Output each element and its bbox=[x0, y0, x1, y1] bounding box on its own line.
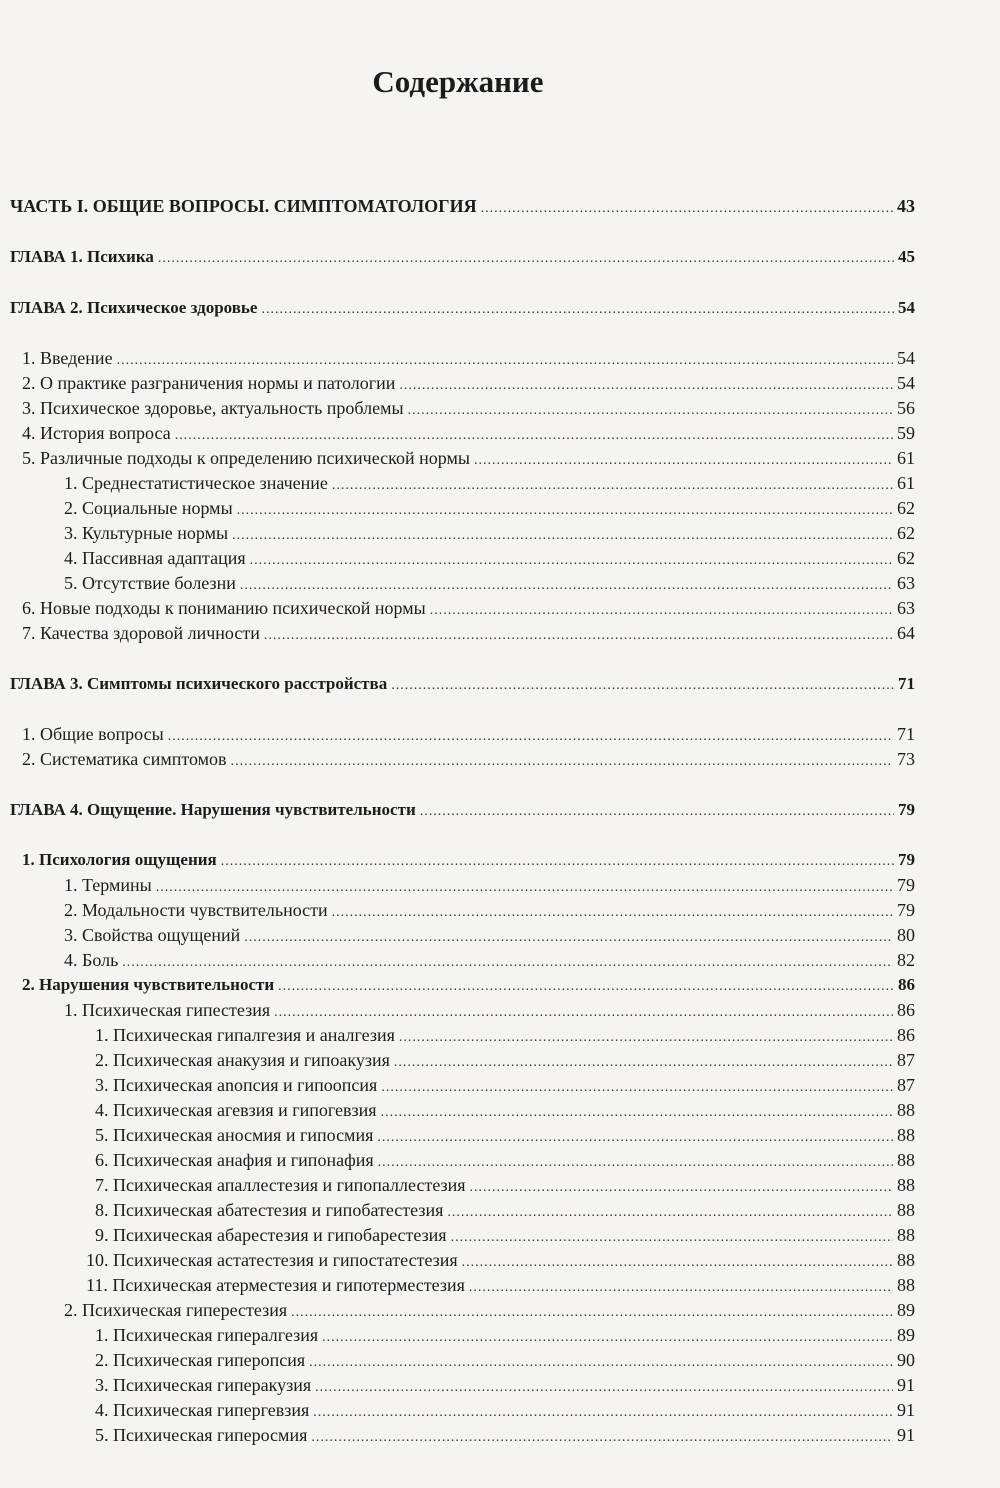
dot-leader bbox=[394, 1055, 893, 1071]
toc-entry-label: 10. Психическая астатестезия и гипостатестезия bbox=[86, 1250, 458, 1270]
toc-entry-label: 4. История вопроса bbox=[22, 423, 171, 443]
toc-entry-page: 63 bbox=[897, 573, 915, 593]
toc-entry-page: 87 bbox=[897, 1075, 915, 1095]
toc-entry-label: 11. Психическая атерместезия и гипотерместезия bbox=[86, 1275, 465, 1295]
toc-entry-page: 43 bbox=[897, 196, 915, 216]
toc-entry-label: ГЛАВА 1. Психика bbox=[10, 247, 154, 266]
toc-entry-page: 88 bbox=[897, 1275, 915, 1295]
toc-entry-page: 91 bbox=[897, 1400, 915, 1420]
dot-leader bbox=[315, 1380, 893, 1396]
dot-leader bbox=[481, 201, 893, 217]
toc-entry-page: 90 bbox=[897, 1350, 915, 1370]
dot-leader bbox=[117, 353, 893, 369]
toc-entry-page: 87 bbox=[897, 1050, 915, 1070]
dot-leader bbox=[264, 628, 893, 644]
toc-entry bbox=[10, 1425, 915, 1450]
dot-leader bbox=[309, 1355, 893, 1371]
toc-entry-label: 2. Социальные нормы bbox=[64, 498, 233, 518]
toc-entry bbox=[10, 674, 915, 699]
toc-entry-label: 1. Общие вопросы bbox=[22, 724, 164, 744]
dot-leader bbox=[408, 403, 893, 419]
page-title: Содержание bbox=[372, 64, 544, 99]
toc-entry-label: ЧАСТЬ I. ОБЩИЕ ВОПРОСЫ. СИМПТОМАТОЛОГИЯ bbox=[10, 196, 477, 216]
toc-entry-label: 1. Среднестатистическое значение bbox=[64, 473, 328, 493]
toc-entry bbox=[10, 1250, 915, 1275]
dot-leader bbox=[175, 428, 893, 444]
toc-entry-page: 59 bbox=[897, 423, 915, 443]
toc-entry-label: 4. Пассивная адаптация bbox=[64, 548, 246, 568]
toc-entry-page: 88 bbox=[897, 1175, 915, 1195]
toc-entry bbox=[10, 1025, 915, 1050]
toc-entry bbox=[10, 448, 915, 473]
toc-entry bbox=[10, 724, 915, 749]
toc-entry-label: 7. Психическая апаллестезия и гипопаллестезия bbox=[95, 1175, 466, 1195]
toc-entry-label: 1. Психическая гипалгезия и аналгезия bbox=[95, 1025, 395, 1045]
toc-entry-label: 4. Психическая гипергевзия bbox=[95, 1400, 310, 1420]
dot-leader bbox=[447, 1205, 893, 1221]
toc-entry-label: 2. Нарушения чувствительности bbox=[22, 975, 275, 994]
toc-entry-page: 91 bbox=[897, 1375, 915, 1395]
toc-entry-page: 73 bbox=[897, 749, 915, 769]
toc-entry-page: 89 bbox=[897, 1300, 915, 1320]
toc-entry bbox=[10, 850, 915, 875]
dot-leader bbox=[322, 1330, 893, 1346]
toc-entry bbox=[10, 1375, 915, 1400]
toc-entry-label: ГЛАВА 2. Психическое здоровье bbox=[10, 298, 258, 317]
toc-entry bbox=[10, 950, 915, 975]
dot-leader bbox=[378, 1155, 893, 1171]
toc-entry-label: 9. Психическая абарестезия и гипобарестезия bbox=[95, 1225, 447, 1245]
toc-entry-page: 79 bbox=[898, 800, 915, 819]
toc-entry-page: 89 bbox=[897, 1325, 915, 1345]
toc-entry bbox=[10, 749, 915, 774]
toc-entry-page: 71 bbox=[898, 674, 915, 693]
dot-leader bbox=[399, 1030, 893, 1046]
dot-leader bbox=[237, 503, 893, 519]
dot-leader bbox=[240, 578, 893, 594]
toc-entry-page: 61 bbox=[897, 473, 915, 493]
toc-entry-page: 54 bbox=[897, 348, 915, 368]
toc-entry-label: 1. Введение bbox=[22, 348, 113, 368]
dot-leader bbox=[451, 1230, 893, 1246]
toc-entry bbox=[10, 1300, 915, 1325]
toc-entry-label: 2. Психическая анакузия и гипоакузия bbox=[95, 1050, 390, 1070]
dot-leader bbox=[381, 1080, 893, 1096]
dot-leader bbox=[462, 1255, 893, 1271]
dot-leader bbox=[274, 1005, 893, 1021]
toc-entry bbox=[10, 1400, 915, 1425]
toc-entry-label: 3. Культурные нормы bbox=[64, 523, 229, 543]
toc-entry-label: 2. О практике разграничения нормы и патологии bbox=[22, 373, 396, 393]
dot-leader bbox=[232, 528, 893, 544]
dot-leader bbox=[469, 1280, 893, 1296]
toc-entry bbox=[10, 523, 915, 548]
toc-entry-page: 88 bbox=[897, 1100, 915, 1120]
toc-entry-page: 63 bbox=[897, 598, 915, 618]
dot-leader bbox=[261, 302, 894, 318]
toc-entry bbox=[10, 573, 915, 598]
toc-entry bbox=[10, 598, 915, 623]
toc-entry-page: 80 bbox=[897, 925, 915, 945]
dot-leader bbox=[231, 754, 893, 770]
toc-entry bbox=[10, 423, 915, 448]
toc-entry bbox=[10, 800, 915, 825]
toc-entry bbox=[10, 623, 915, 648]
toc-entry bbox=[10, 900, 915, 925]
toc-entry-label: 3. Психическое здоровье, актуальность проблемы bbox=[22, 398, 404, 418]
dot-leader bbox=[122, 955, 893, 971]
toc-entry bbox=[10, 196, 915, 221]
toc-entry-label: 6. Психическая анафия и гипонафия bbox=[95, 1150, 374, 1170]
dot-leader bbox=[332, 905, 893, 921]
dot-leader bbox=[391, 678, 894, 694]
dot-leader bbox=[168, 729, 893, 745]
toc-entry-page: 61 bbox=[897, 448, 915, 468]
toc-entry-label: 4. Боль bbox=[64, 950, 119, 970]
toc-entry-label: 5. Психическая аносмия и гипосмия bbox=[95, 1125, 374, 1145]
toc-entry bbox=[10, 1350, 915, 1375]
toc-entry-page: 62 bbox=[897, 523, 915, 543]
toc-entry-page: 45 bbox=[898, 247, 915, 266]
toc-entry bbox=[10, 1275, 915, 1300]
toc-entry bbox=[10, 373, 915, 398]
table-of-contents bbox=[10, 196, 915, 1450]
toc-entry bbox=[10, 298, 915, 323]
toc-entry-label: 5. Отсутствие болезни bbox=[64, 573, 236, 593]
dot-leader bbox=[156, 880, 893, 896]
toc-entry-label: 2. Психическая гиперопсия bbox=[95, 1350, 306, 1370]
toc-entry bbox=[10, 1000, 915, 1025]
toc-entry bbox=[10, 975, 915, 1000]
dot-leader bbox=[278, 979, 894, 995]
dot-leader bbox=[332, 478, 893, 494]
toc-entry bbox=[10, 1150, 915, 1175]
toc-entry bbox=[10, 348, 915, 373]
toc-entry bbox=[10, 1050, 915, 1075]
toc-entry bbox=[10, 875, 915, 900]
toc-entry-label: 4. Психическая агевзия и гипогевзия bbox=[95, 1100, 377, 1120]
toc-entry-label: ГЛАВА 3. Симптомы психического расстройства bbox=[10, 674, 388, 693]
toc-entry-page: 88 bbox=[897, 1150, 915, 1170]
dot-leader bbox=[244, 930, 893, 946]
toc-entry bbox=[10, 548, 915, 573]
toc-entry bbox=[10, 1325, 915, 1350]
toc-entry-page: 62 bbox=[897, 548, 915, 568]
dot-leader bbox=[250, 553, 893, 569]
dot-leader bbox=[474, 453, 893, 469]
toc-entry-label: ГЛАВА 4. Ощущение. Нарушения чувствительности bbox=[10, 800, 416, 819]
toc-entry bbox=[10, 925, 915, 950]
dot-leader bbox=[470, 1180, 893, 1196]
toc-entry-label: 2. Модальности чувствительности bbox=[64, 900, 328, 920]
toc-entry bbox=[10, 247, 915, 272]
dot-leader bbox=[399, 378, 893, 394]
dot-leader bbox=[430, 603, 893, 619]
toc-entry-label: 3. Психическая гиперакузия bbox=[95, 1375, 312, 1395]
toc-entry-page: 82 bbox=[897, 950, 915, 970]
dot-leader bbox=[377, 1130, 893, 1146]
toc-entry-page: 88 bbox=[897, 1200, 915, 1220]
toc-entry-page: 79 bbox=[897, 875, 915, 895]
dot-leader bbox=[313, 1405, 893, 1421]
dot-leader bbox=[158, 251, 894, 267]
dot-leader bbox=[221, 854, 894, 870]
toc-entry-page: 64 bbox=[897, 623, 915, 643]
toc-entry-label: 2. Систематика симптомов bbox=[22, 749, 227, 769]
toc-entry-label: 1. Психология ощущения bbox=[22, 850, 217, 869]
dot-leader bbox=[311, 1430, 893, 1446]
toc-entry-label: 1. Психическая гипералгезия bbox=[95, 1325, 319, 1345]
toc-entry-label: 3. Психическая аnопсия и гипоопсия bbox=[95, 1075, 378, 1095]
toc-entry-page: 88 bbox=[897, 1225, 915, 1245]
toc-entry-page: 54 bbox=[898, 298, 915, 317]
toc-entry-label: 1. Термины bbox=[64, 875, 152, 895]
toc-entry-page: 71 bbox=[897, 724, 915, 744]
toc-entry-page: 88 bbox=[897, 1250, 915, 1270]
toc-entry bbox=[10, 1175, 915, 1200]
toc-entry-page: 54 bbox=[897, 373, 915, 393]
toc-entry-page: 88 bbox=[897, 1125, 915, 1145]
toc-entry bbox=[10, 498, 915, 523]
toc-entry-page: 86 bbox=[897, 1000, 915, 1020]
toc-entry-page: 79 bbox=[897, 900, 915, 920]
toc-entry bbox=[10, 1225, 915, 1250]
toc-entry-page: 86 bbox=[897, 1025, 915, 1045]
toc-entry-label: 5. Различные подходы к определению психической нормы bbox=[22, 448, 470, 468]
toc-entry-page: 91 bbox=[897, 1425, 915, 1445]
dot-leader bbox=[381, 1105, 893, 1121]
toc-entry-page: 86 bbox=[898, 975, 915, 994]
toc-entry bbox=[10, 1075, 915, 1100]
toc-entry-page: 62 bbox=[897, 498, 915, 518]
toc-entry-label: 5. Психическая гиперосмия bbox=[95, 1425, 308, 1445]
toc-entry-page: 79 bbox=[898, 850, 915, 869]
dot-leader bbox=[291, 1305, 893, 1321]
toc-entry-label: 6. Новые подходы к пониманию психической нормы bbox=[22, 598, 426, 618]
toc-entry bbox=[10, 1125, 915, 1150]
toc-entry bbox=[10, 1200, 915, 1225]
toc-entry-label: 7. Качества здоровой личности bbox=[22, 623, 260, 643]
toc-entry-label: 8. Психическая абатестезия и гипобатестезия bbox=[95, 1200, 444, 1220]
toc-entry-page: 56 bbox=[897, 398, 915, 418]
toc-entry bbox=[10, 1100, 915, 1125]
toc-entry bbox=[10, 473, 915, 498]
toc-entry-label: 3. Свойства ощущений bbox=[64, 925, 241, 945]
toc-entry-label: 1. Психическая гипестезия bbox=[64, 1000, 271, 1020]
toc-entry-label: 2. Психическая гиперестезия bbox=[64, 1300, 288, 1320]
toc-entry bbox=[10, 398, 915, 423]
dot-leader bbox=[420, 804, 894, 820]
